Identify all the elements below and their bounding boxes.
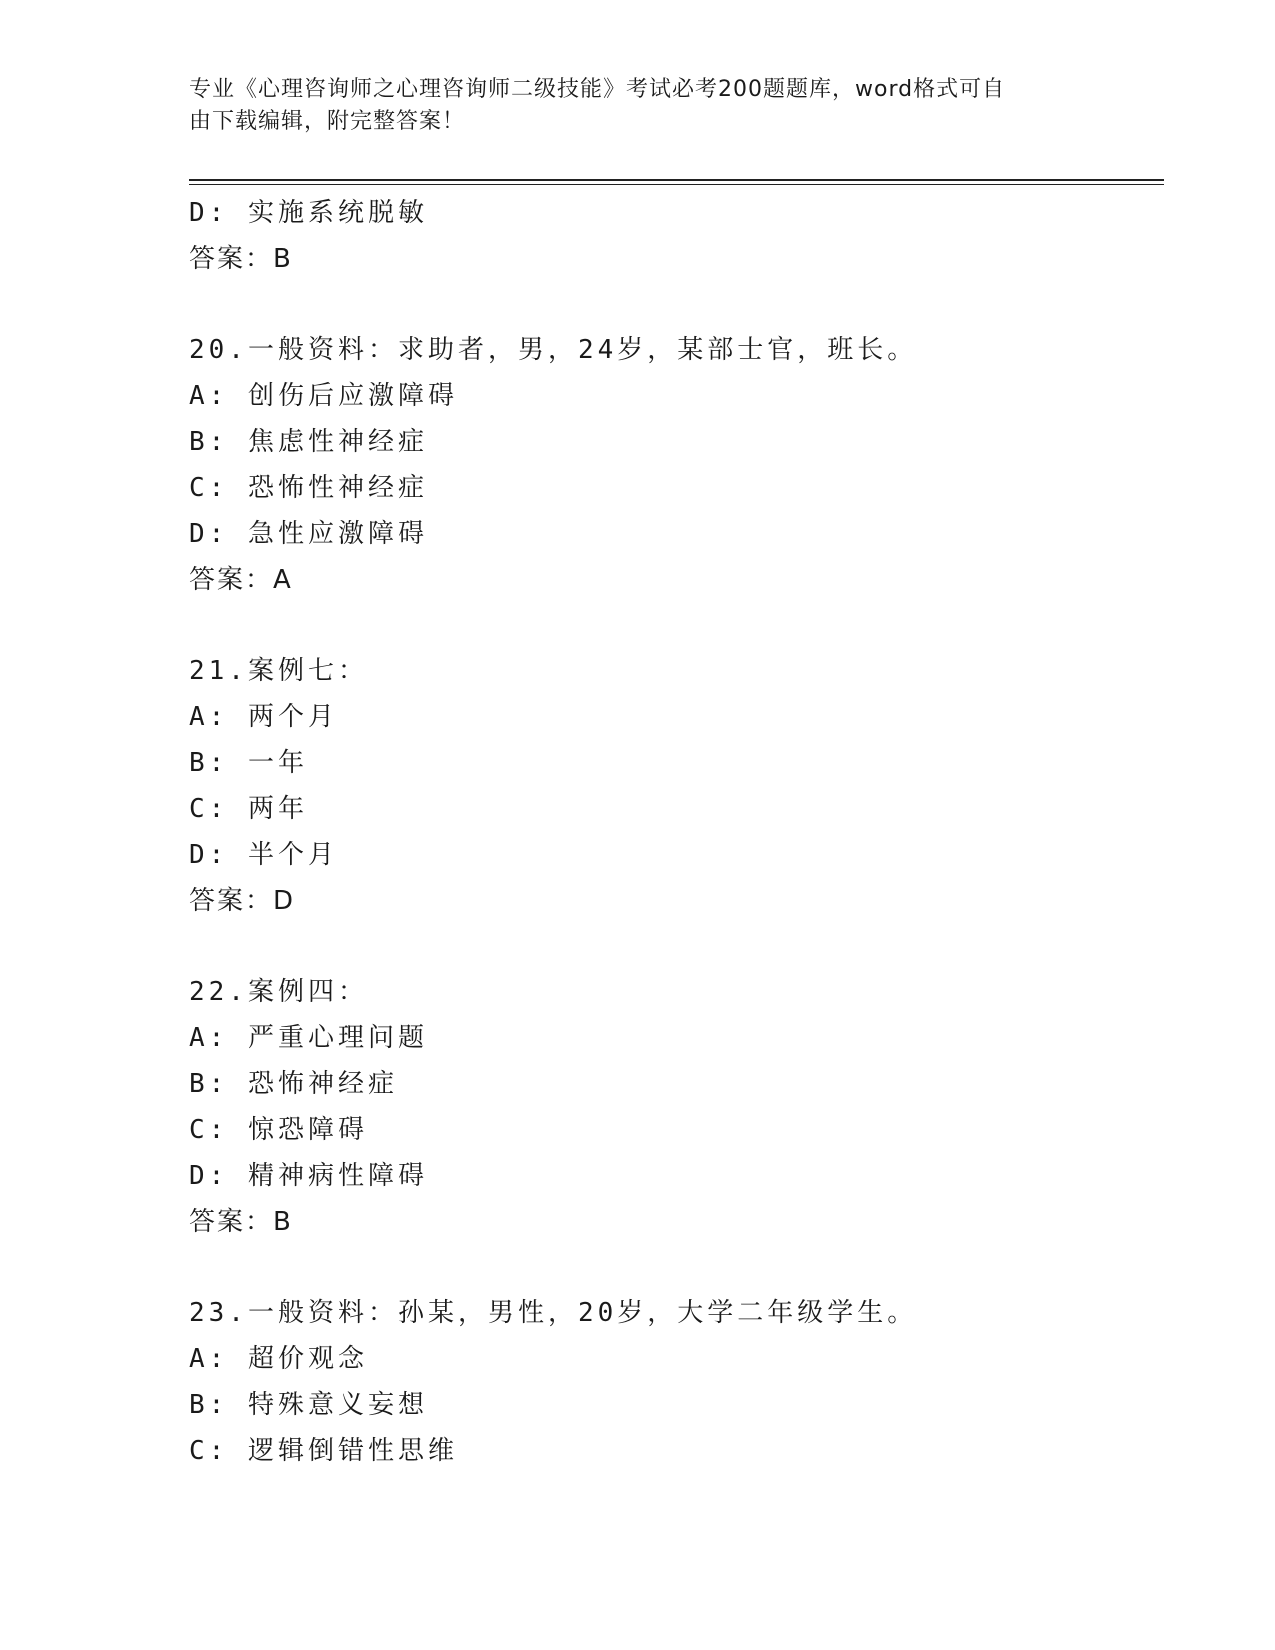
question-block-23: [189, 1290, 1164, 1474]
option-b: B: 恐怖神经症: [189, 1069, 398, 1099]
option-a: A: 两个月: [189, 702, 338, 732]
option-c: C: 惊恐障碍: [189, 1115, 368, 1145]
option-d: D: 精神病性障碍: [189, 1161, 428, 1191]
answer-line: 答案：B: [189, 1207, 293, 1237]
question-block-21: [189, 648, 1164, 924]
answer-line: 答案：A: [189, 565, 293, 595]
question-stem: 21.案例七：: [189, 656, 368, 686]
option-a: A: 超价观念: [189, 1344, 368, 1374]
option-c: C: 逻辑倒错性思维: [189, 1436, 458, 1466]
question-list: [189, 190, 1164, 1474]
question-block-20: [189, 327, 1164, 603]
page-header: [189, 74, 1079, 138]
answer-line: 答案：B: [189, 244, 293, 274]
header-line-2: 由下载编辑，附完整答案！: [189, 109, 466, 134]
option-c: C: 恐怖性神经症: [189, 473, 428, 503]
option-b: B: 焦虑性神经症: [189, 427, 428, 457]
option-d: D: 急性应激障碍: [189, 519, 428, 549]
option-b: B: 特殊意义妄想: [189, 1390, 428, 1420]
option-d: D: 半个月: [189, 840, 338, 870]
answer-line: 答案：D: [189, 886, 296, 916]
header-line-1: 专业《心理咨询师之心理咨询师二级技能》考试必考200题题库，word格式可自: [189, 77, 1006, 102]
question-stem: 22.案例四：: [189, 977, 368, 1007]
question-block-22: [189, 969, 1164, 1245]
option-b: B: 一年: [189, 748, 308, 778]
option-a: A: 创伤后应激障碍: [189, 381, 458, 411]
option-d: D: 实施系统脱敏: [189, 198, 428, 228]
header-divider: [189, 179, 1164, 181]
question-stem: 23.一般资料：孙某，男性，20岁，大学二年级学生。: [189, 1298, 918, 1328]
option-a: A: 严重心理问题: [189, 1023, 428, 1053]
option-c: C: 两年: [189, 794, 308, 824]
question-stem: 20.一般资料：求助者，男，24岁，某部士官，班长。: [189, 335, 918, 365]
header-divider-thin: [189, 184, 1164, 185]
